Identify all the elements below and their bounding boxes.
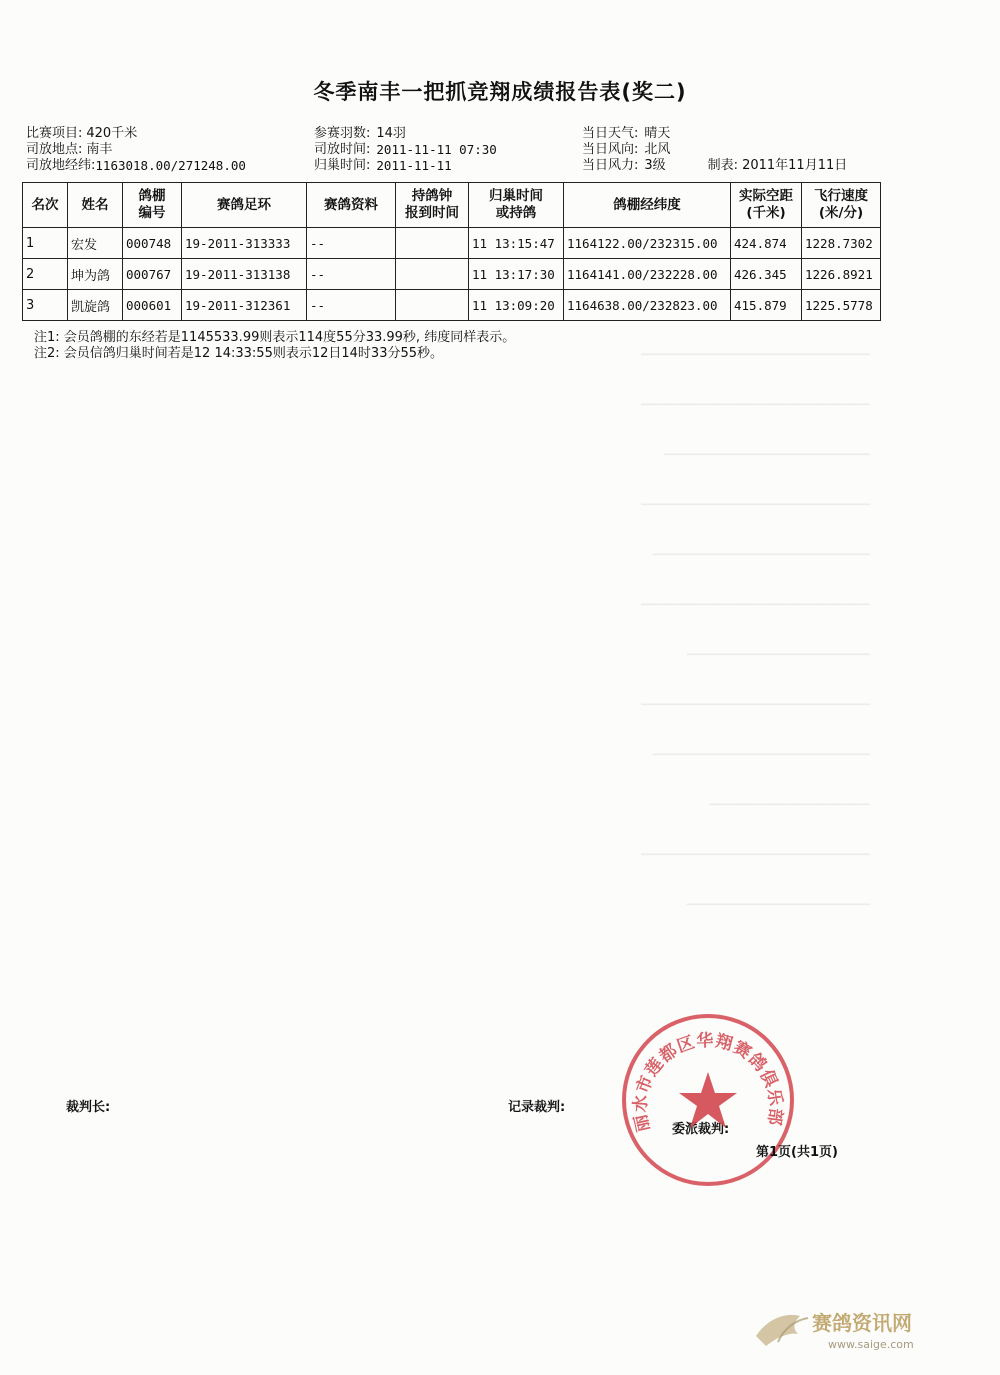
cell-return: 11 13:09:20 bbox=[469, 290, 564, 321]
cell-info: -- bbox=[307, 290, 396, 321]
bleed-through-background: ──────────────────── ──────────────────── ────────────────── ──────────────────── ─────────────────── ──────────────────── ──────────────── ──────────────────── ─────────────────── ────────────── ──────────────────── ──────────────── bbox=[641, 344, 870, 916]
entries-value: 14羽 bbox=[376, 126, 406, 141]
cell-clock bbox=[396, 228, 469, 259]
weather-label: 当日天气: bbox=[582, 126, 639, 141]
release-time-label: 司放时间: bbox=[314, 142, 371, 157]
results-table bbox=[22, 182, 881, 321]
cell-coord: 1164638.00/232823.00 bbox=[564, 290, 731, 321]
header-return: 归巢时间 或持鸽 bbox=[469, 183, 564, 228]
cell-loft: 000748 bbox=[123, 228, 182, 259]
wind-dir-label: 当日风向: bbox=[582, 142, 639, 157]
info-middle bbox=[314, 126, 497, 174]
wind-dir-value: 北风 bbox=[644, 142, 671, 157]
release-coord-label: 司放地经纬: bbox=[26, 158, 96, 173]
info-right bbox=[582, 126, 847, 174]
cell-distance: 426.345 bbox=[731, 259, 802, 290]
cell-speed: 1228.7302 bbox=[802, 228, 881, 259]
cell-rank: 3 bbox=[23, 290, 68, 321]
watermark-url: www.saige.com bbox=[828, 1338, 914, 1351]
event-label: 比赛项目: bbox=[26, 126, 83, 141]
return-time-label: 归巢时间: bbox=[314, 158, 371, 173]
cell-speed: 1226.8921 bbox=[802, 259, 881, 290]
cell-info: -- bbox=[307, 259, 396, 290]
cell-coord: 1164122.00/232315.00 bbox=[564, 228, 731, 259]
release-coord-value: 1163018.00/271248.00 bbox=[95, 158, 246, 173]
table-row bbox=[23, 228, 881, 259]
cell-coord: 1164141.00/232228.00 bbox=[564, 259, 731, 290]
cell-loft: 000767 bbox=[123, 259, 182, 290]
header-distance: 实际空距 (千米) bbox=[731, 183, 802, 228]
wind-force-value: 3级 bbox=[644, 158, 666, 173]
header-clock: 持鸽钟 报到时间 bbox=[396, 183, 469, 228]
header-rank: 名次 bbox=[23, 183, 68, 228]
cell-distance: 415.879 bbox=[731, 290, 802, 321]
wind-force-label: 当日风力: bbox=[582, 158, 639, 173]
cell-info: -- bbox=[307, 228, 396, 259]
cell-name: 凯旋鸽 bbox=[68, 290, 123, 321]
table-row bbox=[23, 259, 881, 290]
note-1: 注1: 会员鸽棚的东经若是1145533.99则表示114度55分33.99秒, 纬度同样表示。 bbox=[34, 330, 516, 345]
cell-speed: 1225.5778 bbox=[802, 290, 881, 321]
weather-value: 晴天 bbox=[644, 126, 671, 141]
recorder-judge-label: 记录裁判: bbox=[508, 1100, 566, 1115]
chief-judge-label: 裁判长: bbox=[66, 1100, 111, 1115]
cell-rank: 1 bbox=[23, 228, 68, 259]
cell-return: 11 13:17:30 bbox=[469, 259, 564, 290]
cell-rank: 2 bbox=[23, 259, 68, 290]
stamp-star-icon bbox=[679, 1072, 737, 1128]
note-2: 注2: 会员信鸽归巢时间若是12 14:33:55则表示12日14时33分55秒。 bbox=[34, 346, 444, 361]
header-name: 姓名 bbox=[68, 183, 123, 228]
cell-clock bbox=[396, 290, 469, 321]
event-value: 420千米 bbox=[86, 126, 138, 141]
watermark-name: 赛鸽资讯网 bbox=[812, 1311, 912, 1335]
cell-name: 坤为鸽 bbox=[68, 259, 123, 290]
stamp-text: 丽水市莲都区华翔赛鸽俱乐部 bbox=[630, 1030, 786, 1134]
release-place-value: 南丰 bbox=[86, 142, 113, 157]
page-number: 第1页(共1页) bbox=[756, 1145, 838, 1160]
return-time-value: 2011-11-11 bbox=[376, 158, 452, 173]
report-title: 冬季南丰一把抓竞翔成绩报告表(奖二) bbox=[313, 80, 687, 104]
table-header-row bbox=[23, 183, 881, 228]
header-coord: 鸽棚经纬度 bbox=[564, 183, 731, 228]
club-seal-stamp bbox=[620, 1012, 796, 1188]
cell-ring: 19-2011-313333 bbox=[182, 228, 307, 259]
release-place-label: 司放地点: bbox=[26, 142, 83, 157]
site-watermark bbox=[748, 1298, 968, 1358]
made-label: 制表: bbox=[707, 158, 739, 173]
made-value: 2011年11月11日 bbox=[742, 158, 848, 173]
header-info: 赛鸽资料 bbox=[307, 183, 396, 228]
notes bbox=[34, 330, 515, 362]
delegate-judge-label: 委派裁判: bbox=[672, 1122, 730, 1137]
header-speed: 飞行速度 (米/分) bbox=[802, 183, 881, 228]
cell-ring: 19-2011-312361 bbox=[182, 290, 307, 321]
table-row bbox=[23, 290, 881, 321]
info-left bbox=[26, 126, 246, 174]
cell-ring: 19-2011-313138 bbox=[182, 259, 307, 290]
cell-loft: 000601 bbox=[123, 290, 182, 321]
entries-label: 参赛羽数: bbox=[314, 126, 371, 141]
cell-name: 宏发 bbox=[68, 228, 123, 259]
header-loft: 鸽棚 编号 bbox=[123, 183, 182, 228]
header-ring: 赛鸽足环 bbox=[182, 183, 307, 228]
cell-clock bbox=[396, 259, 469, 290]
cell-distance: 424.874 bbox=[731, 228, 802, 259]
cell-return: 11 13:15:47 bbox=[469, 228, 564, 259]
release-time-value: 2011-11-11 07:30 bbox=[376, 142, 497, 157]
